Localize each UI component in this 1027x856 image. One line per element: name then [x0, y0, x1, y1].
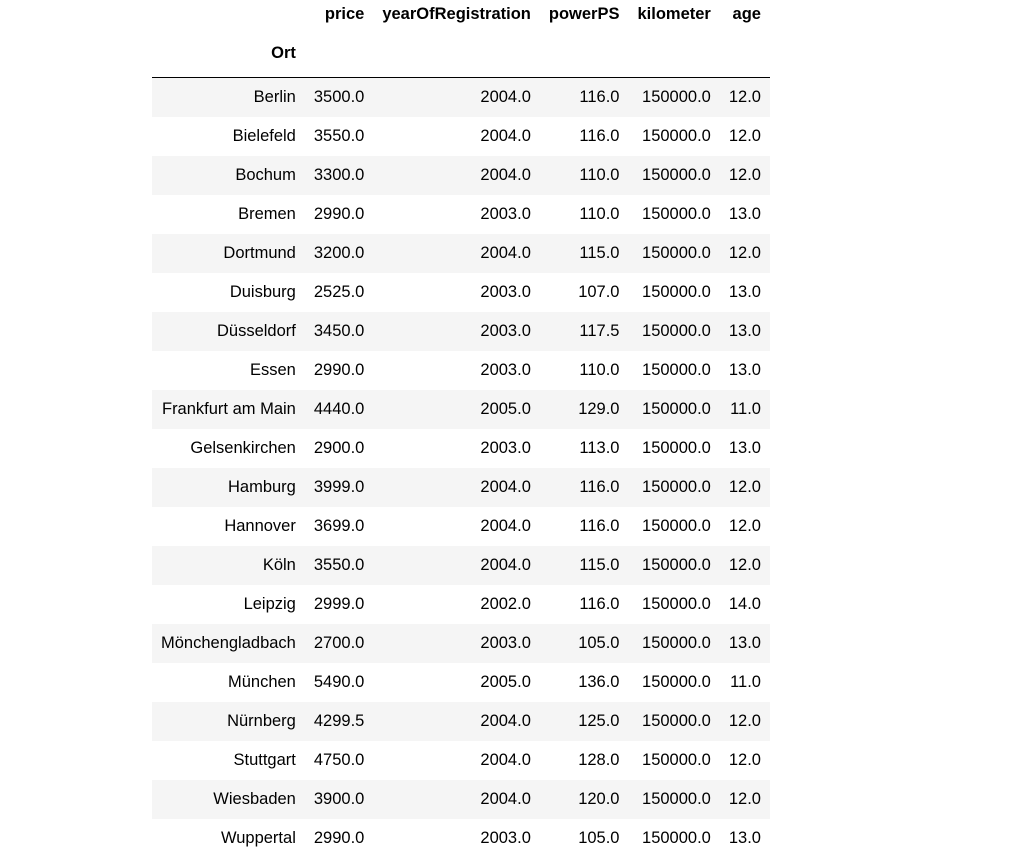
cell-yearofregistration: 2004.0: [480, 789, 531, 808]
cell-kilometer: 150000.0: [642, 438, 711, 457]
cell-yearofregistration: 2004.0: [480, 477, 531, 496]
cell-kilometer: 150000.0: [642, 516, 711, 535]
index-name-header: Ort: [271, 43, 296, 62]
column-header-price: price: [324, 5, 365, 23]
cell-age: 13.0: [728, 321, 761, 340]
cell-price: 4750.0: [313, 750, 365, 769]
row-index-ort: Stuttgart: [233, 750, 296, 769]
cell-yearofregistration: 2004.0: [480, 516, 531, 535]
table-row: [152, 741, 770, 780]
cell-price: 2525.0: [313, 282, 365, 301]
column-header-powerps: powerPS: [548, 5, 620, 23]
cell-powerps: 136.0: [578, 672, 620, 691]
column-header-kilometer: kilometer: [637, 5, 711, 23]
cell-yearofregistration: 2003.0: [480, 282, 531, 301]
cell-price: 5490.0: [313, 672, 365, 691]
cell-powerps: 116.0: [579, 126, 620, 145]
row-index-ort: Hannover: [224, 516, 296, 535]
cell-age: 12.0: [728, 165, 761, 184]
cell-yearofregistration: 2003.0: [480, 438, 531, 457]
table-row: [152, 195, 770, 234]
table-row: [152, 468, 770, 507]
cell-yearofregistration: 2004.0: [480, 243, 531, 262]
dataframe-output: [152, 0, 770, 856]
table-row: [152, 702, 770, 741]
index-header-blank: [720, 29, 770, 78]
cell-kilometer: 150000.0: [642, 243, 711, 262]
row-index-ort: München: [227, 672, 296, 691]
cell-age: 12.0: [728, 126, 761, 145]
cell-kilometer: 150000.0: [642, 555, 711, 574]
cell-age: 12.0: [728, 711, 761, 730]
cell-price: 4299.5: [313, 711, 365, 730]
table-row: [152, 156, 770, 195]
index-header-blank: [628, 29, 719, 78]
row-index-ort: Wuppertal: [220, 828, 296, 847]
cell-yearofregistration: 2005.0: [480, 399, 531, 418]
cell-kilometer: 150000.0: [642, 165, 711, 184]
row-index-ort: Gelsenkirchen: [190, 438, 296, 457]
cell-age: 11.0: [730, 672, 761, 691]
cell-powerps: 125.0: [578, 711, 620, 730]
row-index-ort: Mönchengladbach: [161, 633, 296, 652]
column-header-row: [152, 0, 770, 29]
cell-price: 2990.0: [313, 360, 365, 379]
cell-price: 3699.0: [313, 516, 365, 535]
cell-powerps: 116.0: [579, 87, 620, 106]
header-blank-cell: [152, 0, 305, 29]
cell-price: 3900.0: [313, 789, 365, 808]
cell-age: 11.0: [730, 399, 761, 418]
cell-powerps: 128.0: [578, 750, 620, 769]
cell-powerps: 110.0: [579, 204, 620, 223]
cell-age: 12.0: [728, 477, 761, 496]
table-row: [152, 117, 770, 156]
cell-price: 3550.0: [313, 126, 365, 145]
cell-yearofregistration: 2004.0: [480, 165, 531, 184]
cell-powerps: 129.0: [578, 399, 620, 418]
cell-powerps: 117.5: [579, 321, 620, 340]
cell-kilometer: 150000.0: [642, 750, 711, 769]
table-row: [152, 780, 770, 819]
table-row: [152, 585, 770, 624]
cell-kilometer: 150000.0: [642, 399, 711, 418]
cell-yearofregistration: 2004.0: [480, 711, 531, 730]
cell-price: 3550.0: [313, 555, 365, 574]
row-index-ort: Frankfurt am Main: [161, 399, 296, 418]
cell-price: 2900.0: [313, 438, 365, 457]
table-row: [152, 663, 770, 702]
cell-age: 12.0: [728, 516, 761, 535]
cell-powerps: 116.0: [579, 594, 620, 613]
table-row: [152, 546, 770, 585]
table-row: [152, 819, 770, 856]
table-row: [152, 234, 770, 273]
cell-kilometer: 150000.0: [642, 477, 711, 496]
table-body: [152, 78, 770, 856]
cell-yearofregistration: 2004.0: [480, 750, 531, 769]
index-header-blank: [305, 29, 373, 78]
cell-age: 13.0: [728, 282, 761, 301]
cell-age: 13.0: [728, 633, 761, 652]
table-row: [152, 429, 770, 468]
cell-age: 12.0: [728, 789, 761, 808]
cell-price: 4440.0: [313, 399, 365, 418]
cell-price: 2999.0: [313, 594, 365, 613]
row-index-ort: Leipzig: [243, 594, 296, 613]
cell-yearofregistration: 2004.0: [480, 87, 531, 106]
cell-price: 2990.0: [313, 828, 365, 847]
index-header-row: [152, 29, 770, 78]
row-index-ort: Essen: [250, 360, 296, 379]
cell-yearofregistration: 2004.0: [480, 126, 531, 145]
table-row: [152, 273, 770, 312]
cell-yearofregistration: 2003.0: [480, 360, 531, 379]
column-header-yearofregistration: yearOfRegistration: [382, 5, 531, 23]
row-index-ort: Köln: [262, 555, 296, 574]
cell-price: 3200.0: [313, 243, 365, 262]
cell-kilometer: 150000.0: [642, 672, 711, 691]
cell-powerps: 113.0: [579, 438, 620, 457]
cell-yearofregistration: 2003.0: [480, 321, 531, 340]
cell-powerps: 105.0: [578, 633, 620, 652]
table-row: [152, 351, 770, 390]
cell-powerps: 110.0: [579, 165, 620, 184]
dataframe-table: [152, 0, 770, 856]
row-index-ort: Bremen: [238, 204, 296, 223]
row-index-ort: Bochum: [235, 165, 296, 184]
cell-powerps: 116.0: [579, 477, 620, 496]
row-index-ort: Dortmund: [223, 243, 296, 262]
cell-price: 3450.0: [313, 321, 365, 340]
cell-powerps: 115.0: [579, 243, 620, 262]
row-index-ort: Duisburg: [229, 282, 296, 301]
cell-price: 3300.0: [313, 165, 365, 184]
cell-age: 14.0: [728, 594, 761, 613]
cell-price: 2700.0: [313, 633, 365, 652]
cell-powerps: 110.0: [579, 360, 620, 379]
index-header-blank: [540, 29, 629, 78]
cell-kilometer: 150000.0: [642, 711, 711, 730]
cell-kilometer: 150000.0: [642, 633, 711, 652]
cell-kilometer: 150000.0: [642, 321, 711, 340]
cell-age: 12.0: [728, 243, 761, 262]
row-index-ort: Nürnberg: [227, 711, 296, 730]
cell-powerps: 115.0: [579, 555, 620, 574]
cell-powerps: 116.0: [579, 516, 620, 535]
table-row: [152, 312, 770, 351]
cell-age: 13.0: [728, 438, 761, 457]
index-header-blank: [373, 29, 540, 78]
table-row: [152, 78, 770, 117]
column-header-age: age: [732, 5, 761, 23]
cell-kilometer: 150000.0: [642, 828, 711, 847]
cell-kilometer: 150000.0: [642, 360, 711, 379]
cell-yearofregistration: 2002.0: [480, 594, 531, 613]
cell-kilometer: 150000.0: [642, 282, 711, 301]
cell-kilometer: 150000.0: [642, 594, 711, 613]
cell-kilometer: 150000.0: [642, 87, 711, 106]
row-index-ort: Berlin: [253, 87, 296, 106]
cell-age: 12.0: [728, 87, 761, 106]
cell-kilometer: 150000.0: [642, 126, 711, 145]
cell-yearofregistration: 2003.0: [480, 828, 531, 847]
cell-price: 2990.0: [313, 204, 365, 223]
row-index-ort: Wiesbaden: [213, 789, 296, 808]
cell-price: 3500.0: [313, 87, 365, 106]
row-index-ort: Düsseldorf: [216, 321, 296, 340]
cell-powerps: 105.0: [578, 828, 620, 847]
cell-kilometer: 150000.0: [642, 204, 711, 223]
cell-age: 13.0: [728, 828, 761, 847]
table-row: [152, 507, 770, 546]
cell-age: 13.0: [728, 204, 761, 223]
table-row: [152, 390, 770, 429]
cell-yearofregistration: 2003.0: [480, 633, 531, 652]
cell-powerps: 120.0: [578, 789, 620, 808]
cell-age: 13.0: [728, 360, 761, 379]
row-index-ort: Bielefeld: [232, 126, 296, 145]
cell-yearofregistration: 2003.0: [480, 204, 531, 223]
cell-kilometer: 150000.0: [642, 789, 711, 808]
row-index-ort: Hamburg: [227, 477, 296, 496]
cell-age: 12.0: [728, 750, 761, 769]
cell-age: 12.0: [728, 555, 761, 574]
table-row: [152, 624, 770, 663]
cell-price: 3999.0: [313, 477, 365, 496]
cell-yearofregistration: 2005.0: [480, 672, 531, 691]
cell-yearofregistration: 2004.0: [480, 555, 531, 574]
cell-powerps: 107.0: [578, 282, 620, 301]
